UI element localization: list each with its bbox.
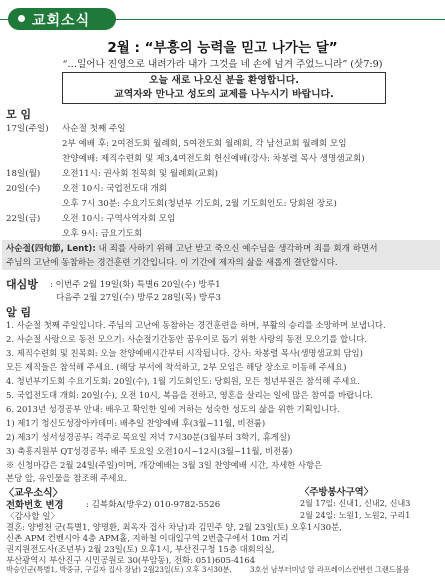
notice-item: 6. 2013년 성경공부 안내: 배우고 확인한 일에 거하는 성숙한 성도의 삶을 위한 기획입니다. — [6, 404, 340, 414]
header-badge — [8, 8, 116, 30]
meeting-text: 찬양예배: 제직수련회 및 제3,4여전도회 헌신예배(강사: 차봉렬 목사 생명샘교회) — [62, 154, 365, 164]
notice-item: 본당 앞, 유인물을 참조해 주세요. — [6, 473, 128, 483]
thanks-line: 3호선 남부터미널 앞 라프레이스컨벤션 그랜드볼룸 — [250, 565, 410, 574]
meeting-text: 오후 9시: 금요기도회 — [62, 229, 143, 239]
bullet-icon — [18, 15, 25, 22]
welcome-line-1: 오늘 새로 나오신 분을 환영합니다. — [149, 75, 299, 86]
phone-change-label: 전화번호 변경 — [6, 500, 64, 511]
notice-item: 2. 사순절 사랑으로 동전 모으기: 사순절기간동안 꿈우이로 돕기 위한 사랑의 동전 모으기를 합니다. — [6, 334, 367, 344]
meeting-text: 오후 7시 30분: 수요기도회(청년부 기도회, 2월 기도회인도: 당회원 장로) — [62, 199, 337, 209]
notices-title: 알 림 — [6, 306, 32, 319]
notice-item: 5. 국업전도대 개회: 20일(수), 오전 10시, 복음을 전하고, 영혼을 살리는 일에 많은 참여를 바랍니다. — [6, 390, 374, 400]
thanks-label: 〈감사할 일〉 — [6, 512, 60, 522]
lent-line-1 — [6, 242, 378, 254]
lent-line-2: 주님의 고난에 동참하는 경건훈련 기간입니다. 이 기간에 제자의 삶을 새롭게 결단합시다. — [6, 258, 338, 268]
meeting-date: 18일(월) — [6, 169, 41, 179]
meeting-text: 오전 10시: 구역사역자회 모임 — [62, 214, 176, 224]
meeting-text: 오전 10시: 국업전도대 개회 — [62, 184, 168, 194]
meeting-text: 사순절 첫째 주일 — [62, 124, 126, 134]
welcome-line-2: 교역자와 만나고 성도의 교제를 나누시기 바랍니다. — [114, 89, 334, 100]
visitation-line-1: : 이번주 2월 19일(화) 특별6 20일(수) 방루1 — [50, 280, 221, 290]
thanks-line: 부산광역시 부산진구 시민공원로 30(부암동), 전화: 051)605-4164 — [6, 555, 256, 565]
lent-notice-box — [2, 240, 440, 270]
kitchen-service-line-1: 2월 17일: 신내1, 신내2, 신내3 — [300, 499, 411, 508]
notice-item: ※ 신청마감은 2월 24일(주일)이며, 개강예배는 3월 3일 찬양예배 시간, 자세한 사항은 — [6, 460, 323, 470]
monthly-theme-title: 2월 : “부흥의 능력을 믿고 나가는 달” — [107, 40, 338, 56]
notice-item: 3) 축흥지원부 QT성경공부: 배주 토요일 오전10시~12시(3월~11월, 비전룸) — [6, 446, 293, 456]
meetings-title: 모 임 — [6, 108, 32, 121]
phone-change-text: : 김복화A(방우2) 010-9782-5526 — [86, 500, 221, 510]
meeting-text: 2부 예배 후: 2여전도회 월례회, 5여전도회 월례회, 각 남선교회 월례회 모임 — [62, 139, 347, 149]
lent-text-1: 내 죄를 사하기 위해 고난 받고 죽으신 예수님을 생각하며 죄를 회개 하면서 — [95, 244, 378, 254]
kitchen-service-line-2: 2월 24일: 노원1, 노원2, 구리1 — [300, 511, 411, 520]
thanks-line: 박승인군(특별1, 박중규, 구길자 집사 장남) 2월23일(토) 오후 3시30분, — [6, 565, 232, 574]
notice-item: 1) 제1기 청신도성장아카데미: 배추일 찬양예배 후(3월~11월, 비전룸) — [6, 418, 266, 428]
visitation-label: 대심방 — [6, 278, 38, 291]
notice-item: 4. 청년부기도회 수요기도회: 20일(수), 1월 기도회인도: 당회원, 모든 청년부원은 참석해 주세요. — [6, 376, 360, 386]
thanks-line: 권지원전도사(조년부) 2월 23일(토) 오후1시, 부산진구청 15층 대회의실, — [6, 544, 275, 554]
member-news-title: 〈교우소식〉 — [4, 488, 63, 499]
thanks-line: 결혼: 양병천 군(특별1, 양명환, 최옥자 집사 차남)과 김민주 양, 2월 23일(토) 오후1시30분, — [6, 522, 342, 532]
notice-item: 모든 제직들은 참석해 주세요. (해당 부서에 착석하고, 2부 모임은 해당 장소로 이동해 주세요) — [6, 362, 347, 372]
meeting-text: 오전11시: 권사회 친목회 및 월례회(교회) — [62, 169, 218, 179]
visitation-line-2: 다음주 2월 27일(수) 방루2 28일(목) 방루3 — [56, 293, 221, 303]
section-header — [0, 8, 445, 32]
meeting-date: 17일(주일) — [6, 124, 49, 134]
notice-item: 1. 사순절 첫째 주일입니다. 주님의 고난에 동참하는 경건훈련을 하며, 부활의 승리를 소망하며 보냅니다. — [6, 320, 386, 330]
meeting-date: 20일(수) — [6, 184, 41, 194]
notice-item: 3. 제직수련회 및 친목회: 오늘 찬양예배시간부터 시작됩니다. 강사: 차봉렬 목사(생명샘교회 담임) — [6, 348, 363, 358]
header-label: 교회소식 — [32, 13, 91, 29]
kitchen-service-title: 〈주방봉사구역〉 — [300, 487, 374, 498]
lent-label: 사순절(四旬節, Lent): — [6, 244, 96, 254]
meeting-date: 22일(금) — [6, 214, 41, 224]
notice-item: 2) 제3기 성서성경공부: 격주로 목요일 저녁 7시30분(3월부터 3학기, 휴게실) — [6, 432, 291, 442]
welcome-box — [62, 72, 386, 104]
monthly-theme-verse: “…일어나 진영으로 내려가라 내가 그것을 네 손에 넘겨 주었느니라” (삿7:9) — [62, 59, 383, 70]
thanks-line: 신촌 APM 컨벤시아 4층 APM홀, 지하철 이대입구역 2번출구에서 10m 거리 — [6, 533, 289, 543]
